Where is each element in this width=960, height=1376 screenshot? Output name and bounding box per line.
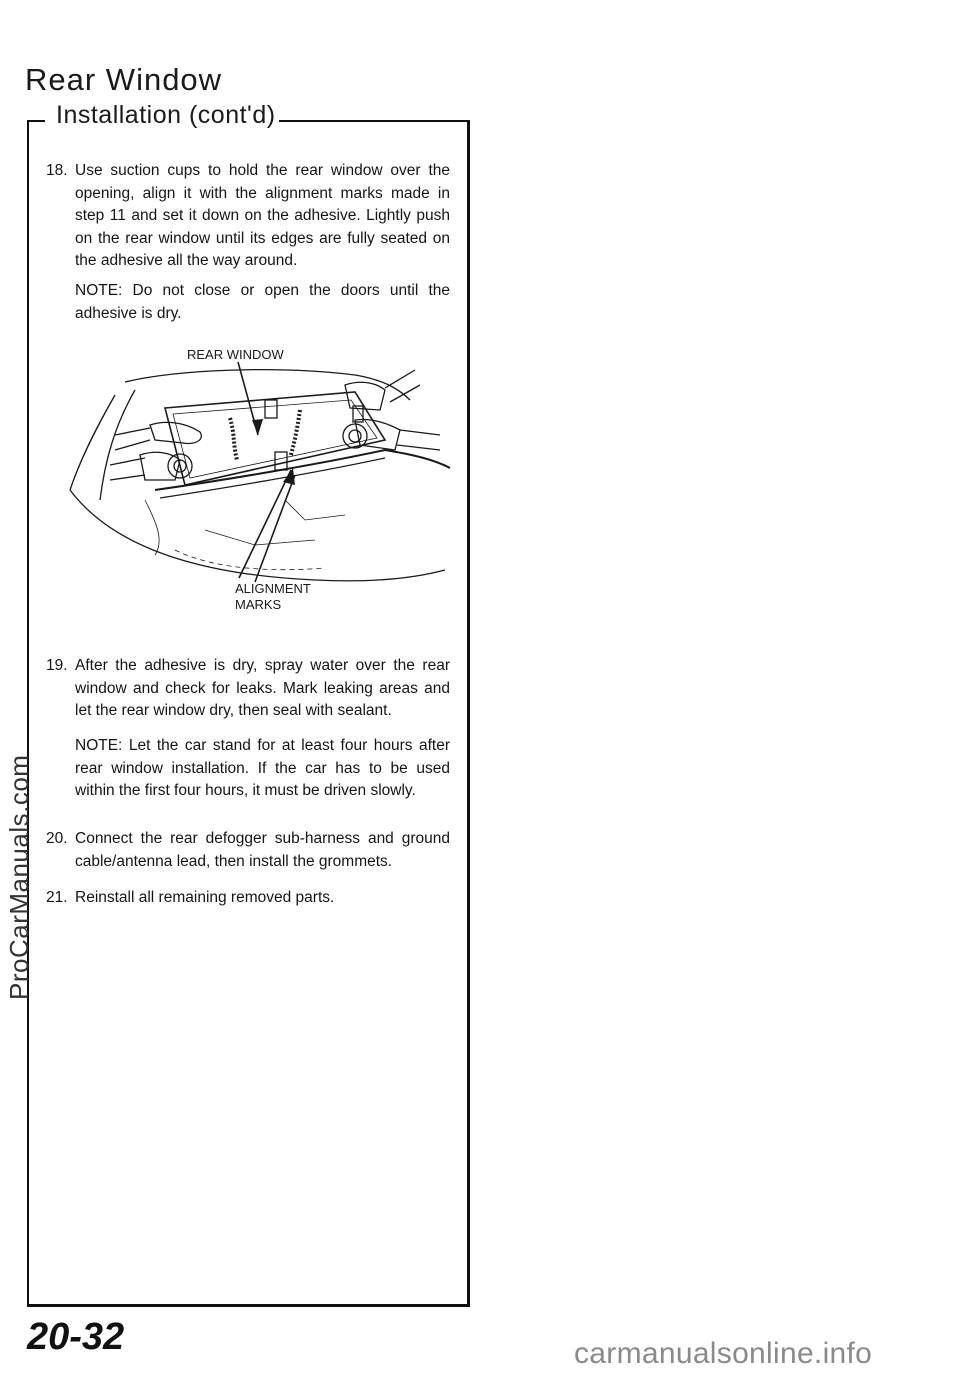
page-number: 20-32 <box>27 1316 125 1358</box>
footer-watermark: carmanualsonline.info <box>574 1337 873 1370</box>
label-rear-window: REAR WINDOW <box>187 347 284 362</box>
step-number: 19. <box>46 657 68 674</box>
step-21 <box>46 887 450 910</box>
step-18 <box>46 160 450 273</box>
step-text: Connect the rear defogger sub-harness and ground cable/antenna lead, then install the grommets. <box>75 830 450 870</box>
step-20 <box>46 828 450 873</box>
rear-window-drawing <box>55 340 455 620</box>
step-19-note: NOTE: Let the car stand for at least four hours after rear window installation. If the car has to be used within the first four hours, it must be driven slowly. <box>75 737 450 799</box>
step-number: 21. <box>46 889 68 906</box>
step-number: 18. <box>46 162 68 179</box>
step-text: Use suction cups to hold the rear window over the opening, align it with the alignment marks made in step 11 and set it down on the adhesive. Lightly push on the rear window until its edges are fully seated on the adhesive all the way around. <box>75 162 450 269</box>
step-text: Reinstall all remaining removed parts. <box>75 889 335 906</box>
step-number: 20. <box>46 830 68 847</box>
page-title: Rear Window <box>25 62 223 97</box>
label-alignment-marks-line2: MARKS <box>235 597 282 612</box>
rear-window-illustration <box>55 340 455 620</box>
step-19 <box>46 655 450 723</box>
step-18-note: NOTE: Do not close or open the doors until the adhesive is dry. <box>75 282 450 322</box>
step-text: After the adhesive is dry, spray water over the rear window and check for leaks. Mark leaking areas and let the rear window dry, then seal with sealant. <box>75 657 450 719</box>
side-watermark: ProCarManuals.com <box>4 754 34 1000</box>
section-subtitle: Installation (cont'd) <box>53 101 279 130</box>
label-alignment-marks-line1: ALIGNMENT <box>235 581 311 596</box>
